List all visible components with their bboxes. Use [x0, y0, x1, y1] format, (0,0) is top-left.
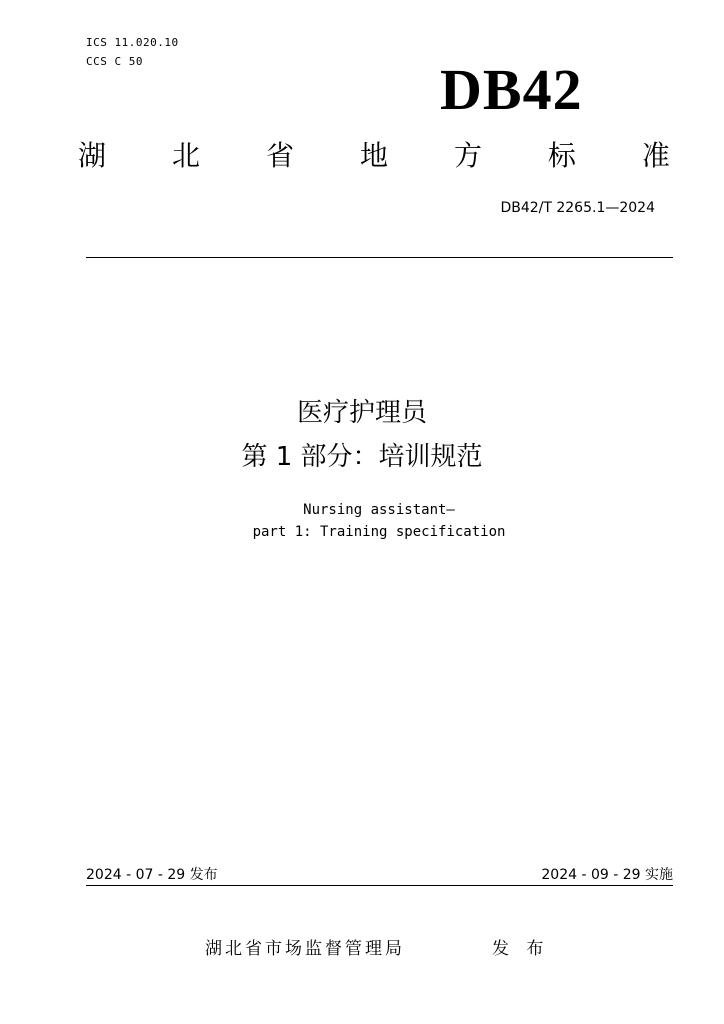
standard-number: DB42/T 2265.1—2024	[500, 200, 655, 216]
standard-type-char: 标	[547, 139, 576, 172]
issue-action: 发 布	[492, 939, 550, 959]
standard-type-char: 湖	[78, 139, 107, 172]
top-divider	[86, 257, 673, 258]
implement-date: 2024 - 09 - 29 实施	[541, 867, 673, 883]
standard-type-char: 方	[453, 139, 482, 172]
standard-type-char: 地	[359, 139, 388, 172]
document-title-en-line1: Nursing assistant—	[303, 502, 455, 518]
bottom-divider	[86, 885, 673, 886]
ccs-code: CCS C 50	[86, 55, 143, 68]
standard-type-char: 省	[265, 139, 294, 172]
document-title-cn-line2: 第 1 部分：培训规范	[241, 442, 483, 472]
standard-type-title	[78, 138, 670, 174]
standard-type-char: 北	[171, 139, 200, 172]
db42-logo: DB42	[440, 57, 583, 122]
publish-date: 2024 - 07 - 29 发布	[86, 867, 218, 883]
document-title-cn-line1: 医疗护理员	[296, 398, 427, 428]
ics-code: ICS 11.020.10	[86, 36, 179, 49]
standard-type-char: 准	[641, 139, 670, 172]
document-title-en-line2: part 1: Training specification	[252, 524, 506, 540]
issuer-name: 湖北省市场监督管理局	[205, 939, 405, 959]
